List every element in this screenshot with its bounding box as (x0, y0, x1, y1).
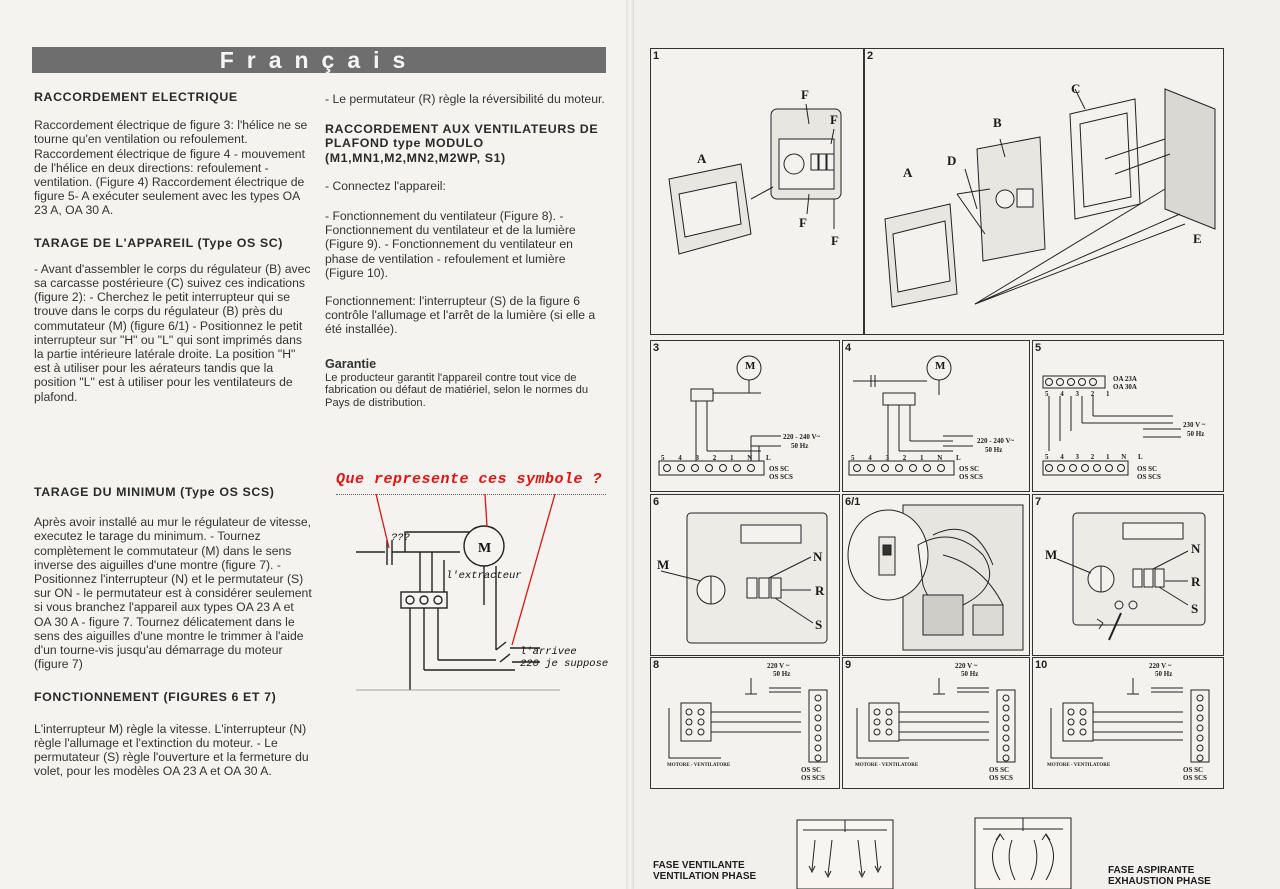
figure-2 (864, 48, 1224, 335)
label-f: F (799, 215, 807, 230)
paragraph: Raccordement électrique de figure 3: l'hélice ne se tourne qu'en ventilation ou refoulement. Raccordement électrique de figure 4 - mouvement de l'hélice en deux directions: refoulement - ventilation. (Figure 4) Raccordement électrique de figure 5- A exécuter seulement avec les types OA 23 A, OA 30 A. (34, 118, 308, 218)
model-label: OS SC (959, 465, 980, 473)
figure-number: 2 (867, 50, 874, 62)
label-r: R (815, 583, 825, 598)
figure-number: 7 (1035, 496, 1042, 508)
label-c: C (1071, 81, 1081, 96)
frequency-label: 50 Hz (791, 442, 809, 450)
phase-subtitle: EXHAUSTION PHASE (1108, 876, 1211, 887)
motor-caption: MOTORE - VENTILATORE (855, 763, 919, 768)
model-label: OA 23A (1113, 375, 1137, 383)
label-m: M (657, 557, 670, 572)
voltage-label: 220 - 240 V~ (783, 433, 821, 441)
figure-number: 9 (845, 659, 852, 671)
label-b: B (993, 115, 1002, 130)
label-e: E (1193, 231, 1202, 246)
paragraph: - Avant d'assembler le corps du régulateur (B) avec sa carcasse postérieure (C) suivez ces indications (figure 2): - Cherchez le petit interrupteur qui se trouve dans le corps du régulateur (B) près du commutateur (M) (figure 6/1) - Positionnez le petit interrupteur sur "H" ou "L" qui sont imprimés dans la partie intérieure latérale droite. La position "H" est à utiliser pour les aérateurs tandis que la position "L" est à utiliser pour les ventilateurs de plafond. (34, 261, 311, 404)
figure-number: 5 (1035, 342, 1042, 354)
motor-caption: MOTORE - VENTILATORE (667, 763, 731, 768)
model-label: OS SC (769, 465, 790, 473)
annotation-arrivee-220: 220 je suppose (520, 658, 609, 670)
phase-label-exhaustion (1108, 865, 1211, 887)
voltage-label: 220 V ~ (767, 662, 790, 670)
label-n: N (813, 549, 823, 564)
phase-label-ventilation (653, 860, 756, 882)
figure-number: 6 (653, 496, 660, 508)
section-heading: TARAGE DE L'APPAREIL (Type OS SC) (34, 235, 284, 250)
motor-label: M (935, 360, 946, 372)
annotation-question: Que represente ces symbole ? (336, 471, 603, 488)
figure-8 (650, 657, 840, 789)
label-n: N (1191, 541, 1201, 556)
model-label: OS SCS (989, 774, 1013, 782)
phase-title: FASE ASPIRANTE (1108, 865, 1195, 876)
model-label: OS SC (989, 766, 1010, 774)
figure-10 (1032, 657, 1224, 789)
terminal-labels: 5 4 3 2 1 N L (661, 454, 777, 462)
voltage-label: 220 V ~ (955, 662, 978, 670)
label-f: F (801, 87, 809, 102)
frequency-label: 50 Hz (1187, 430, 1205, 438)
paragraph: - Connectez l'appareil: (325, 178, 446, 193)
language-banner: Français (32, 47, 606, 73)
label-d: D (947, 153, 957, 168)
phase-subtitle: VENTILATION PHASE (653, 871, 757, 882)
terminal-labels: 5 4 3 2 1 (1045, 390, 1115, 398)
paragraph: - Fonctionnement du ventilateur (Figure 8). - Fonctionnement du ventilateur et de la lumière (Figure 9). - Fonctionnement du ventilateur en phase de ventilation - refoulement et lumière (Figure 10). (325, 209, 576, 280)
figure-5 (1032, 340, 1224, 492)
section-heading: TARAGE DU MINIMUM (Type OS SCS) (34, 485, 275, 499)
section-heading: RACCORDEMENT ELECTRIQUE (34, 90, 238, 104)
label-s: S (1191, 601, 1199, 616)
annotation-arrivee: l'arrivee (520, 646, 577, 658)
figure-number: 3 (653, 342, 660, 354)
motor-symbol: M (478, 541, 492, 556)
voltage-label: 220 - 240 V~ (977, 437, 1015, 445)
figure-6-1 (842, 494, 1030, 656)
figure-number: 1 (653, 50, 660, 62)
model-label: OS SCS (1137, 473, 1161, 481)
section-heading: FONCTIONNEMENT (FIGURES 6 ET 7) (34, 690, 277, 705)
phase-title: FASE VENTILANTE (653, 860, 745, 871)
model-label: OA 30A (1113, 383, 1137, 391)
label-a: A (697, 151, 707, 166)
label-m: M (1045, 547, 1058, 562)
figure-7 (1032, 494, 1224, 656)
label-r: R (1191, 574, 1201, 589)
voltage-label: 230 V ~ (1183, 421, 1206, 429)
label-a: A (903, 165, 913, 180)
motor-caption: MOTORE - VENTILATORE (1047, 763, 1111, 768)
paragraph: Après avoir installé au mur le régulateur de vitesse, executez le tarage du minimum. - Tournez complètement le commutateur (M) dans le sens inverse des aiguilles d'une montre (figure 7). -Positionnez l'interrupteur (N) et le permutateur (S) sur ON - le permutateur est à considérer seulement si vous branchez l'appareil aux types OA 23 A et OA 30 A - figure 7. Tournez délicatement dans le sens des aiguilles d'une montre le trimmer à l'aide d'un tourne-vis jusqu'au démarrage du moteur (figure 7) (34, 515, 312, 672)
label-s: S (815, 617, 823, 632)
figure-6 (650, 494, 840, 656)
section-heading: RACCORDEMENT AUX VENTILATEURS DE PLAFOND type MODULO (M1,MN1,M2,MN2,M2WP, S1) (325, 122, 599, 165)
paragraph: Le producteur garantit l'appareil contre tout vice de fabrication ou défaut de matiériel, selon le normes du Pays de distribution. (325, 371, 589, 410)
figure-9 (842, 657, 1030, 789)
figure-4 (842, 340, 1030, 492)
figure-number: 6/1 (845, 496, 861, 508)
terminal-labels: 5 4 3 2 1 N L (1045, 453, 1148, 461)
label-f: F (831, 233, 839, 248)
label-f: F (830, 112, 838, 127)
figure-3 (650, 340, 840, 492)
model-label: OS SCS (769, 473, 793, 481)
model-label: OS SC (801, 766, 822, 774)
guarantee-heading: Garantie (325, 356, 377, 371)
frequency-label: 50 Hz (773, 670, 791, 678)
motor-label: M (745, 360, 756, 372)
figure-1 (650, 48, 864, 335)
figure-number: 8 (653, 659, 660, 671)
paragraph: - Le permutateur (R) règle la réversibilité du moteur. (325, 92, 605, 106)
model-label: OS SCS (959, 473, 983, 481)
figure-number: 4 (845, 342, 852, 354)
model-label: OS SC (1183, 766, 1204, 774)
model-label: OS SC (1137, 465, 1158, 473)
annotation-extracteur: l'extracteur (446, 570, 522, 582)
model-label: OS SCS (801, 774, 825, 782)
voltage-label: 220 V ~ (1149, 662, 1172, 670)
annotation-unknown: ??? (391, 532, 410, 544)
frequency-label: 50 Hz (1155, 670, 1173, 678)
figure-number: 10 (1035, 659, 1048, 671)
frequency-label: 50 Hz (961, 670, 979, 678)
paragraph: L'interrupteur M) règle la vitesse. L'interrupteur (N) règle l'allumage et l'extinction du moteur. - Le permutateur (S) règle l'ouverture et la fermeture du volet, pour les modèles OA 23 A et OA 30 A. (34, 721, 309, 779)
paragraph: Fonctionnement: l'interrupteur (S) de la figure 6 contrôle l'allumage et l'arrêt de la lumière (si elle a été installée). (325, 294, 596, 337)
annotated-wiring-sketch (0, 0, 630, 889)
model-label: OS SCS (1183, 774, 1207, 782)
frequency-label: 50 Hz (985, 446, 1003, 454)
terminal-labels: 5 4 3 2 1 N L (851, 454, 967, 462)
